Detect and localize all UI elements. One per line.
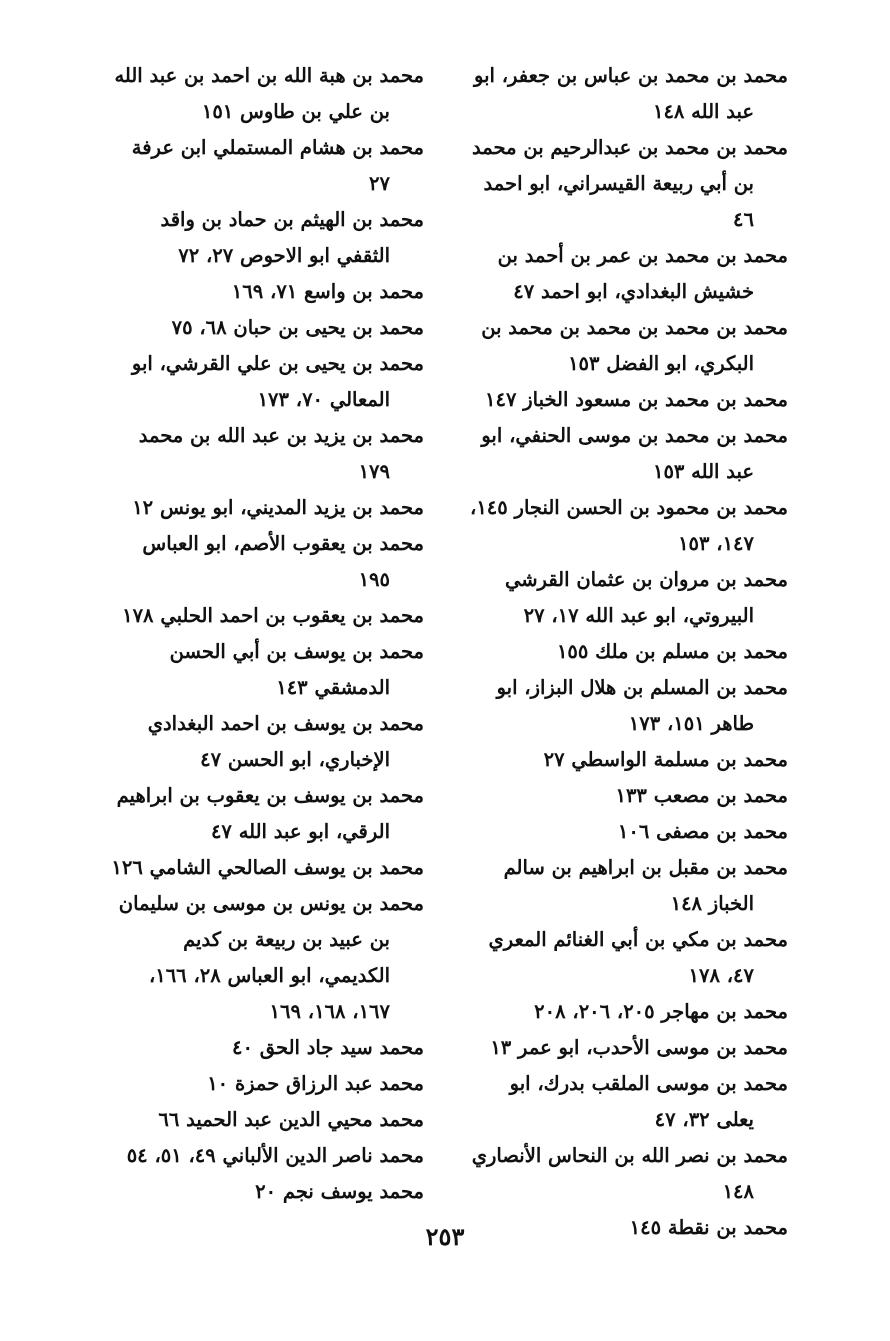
index-entry: محمد بن مسلمة الواسطي ٢٧ <box>543 748 788 771</box>
index-entry: محمد بن مقبل بن ابراهيم بن سالم الخباز ١٤٨ <box>503 856 788 915</box>
index-entry: محمد بن يوسف بن احمد البغدادي الإخباري، ابو الحسن ٤٧ <box>147 712 424 771</box>
index-entry: محمد بن يحيى بن علي القرشي، ابو المعالي ٧٠، ١٧٣ <box>131 352 424 411</box>
index-entry: محمد بن يزيد المديني، ابو يونس ١٢ <box>132 496 424 519</box>
index-entry: محمد بن مهاجر ٢٠٥، ٢٠٦، ٢٠٨ <box>534 1000 788 1023</box>
page-number: ٢٥٣ <box>425 1222 465 1251</box>
index-entry: محمد ناصر الدين الألباني ٤٩، ٥١، ٥٤ <box>126 1144 424 1167</box>
index-entry: محمد بن مروان بن عثمان القرشي البيروتي، ابو عبد الله ١٧، ٢٧ <box>504 568 788 627</box>
index-entry: محمد بن مصعب ١٣٣ <box>615 784 788 807</box>
index-entry: محمد بن واسع ٧١، ١٦٩ <box>231 280 424 303</box>
index-entry: محمد بن الهيثم بن حماد بن واقد الثقفي ابو الاحوص ٢٧، ٧٢ <box>160 208 424 267</box>
index-entry: محمد بن يوسف بن أبي الحسن الدمشقي ١٤٣ <box>169 640 424 699</box>
index-entry: محمد بن موسى الملقب بدرك، ابو يعلى ٣٢، ٤٧ <box>509 1072 788 1131</box>
index-entry: محمد سيد جاد الحق ٤٠ <box>232 1036 424 1059</box>
index-entry: محمد بن محمد بن موسى الحنفي، ابو عبد الله ١٥٣ <box>481 424 788 483</box>
index-entry: محمد بن يزيد بن عبد الله بن محمد ١٧٩ <box>138 424 424 483</box>
index-entry: محمد بن يحيى بن حبان ٦٨، ٧٥ <box>171 316 424 339</box>
index-entry: محمد بن نقطة ١٤٥ <box>629 1216 788 1239</box>
index-entry: محمد بن يونس بن موسى بن سليمان بن عبيد بن ربيعة بن كديم الكديمي، ابو العباس ٢٨، ١٦٦، ١٦٧، ١٦٨، ١٦٩ <box>118 892 424 1023</box>
index-entry: محمد محيي الدين عبد الحميد ٦٦ <box>158 1108 424 1131</box>
index-entry: محمد بن يوسف الصالحي الشامي ١٢٦ <box>111 856 424 879</box>
index-entry: محمد بن موسى الأحدب، ابو عمر ١٣ <box>490 1036 788 1059</box>
index-entry: محمد عبد الرزاق حمزة ١٠ <box>207 1072 424 1095</box>
index-entry: محمد بن محمود بن الحسن النجار ١٤٥، ١٤٧، ١٥٣ <box>470 496 788 555</box>
index-entry: محمد بن مصفى ١٠٦ <box>617 820 788 843</box>
index-entry: محمد بن محمد بن عبدالرحيم بن محمد بن أبي ربيعة القيسراني، ابو احمد ٤٦ <box>472 136 788 231</box>
index-entry: محمد بن يوسف بن يعقوب بن ابراهيم الرقي، ابو عبد الله ٤٧ <box>116 784 424 843</box>
index-column-left <box>108 58 424 1210</box>
index-entry: محمد بن محمد بن مسعود الخباز ١٤٧ <box>485 388 788 411</box>
index-entry: محمد بن يعقوب الأصم، ابو العباس ١٩٥ <box>142 532 424 591</box>
index-entry: محمد بن محمد بن عباس بن جعفر، ابو عبد الله ١٤٨ <box>474 64 788 123</box>
index-entry: محمد بن المسلم بن هلال البزاز، ابو طاهر ١٥١، ١٧٣ <box>496 676 788 735</box>
index-entry: محمد بن هشام المستملي ابن عرفة ٢٧ <box>131 136 424 195</box>
index-entry: محمد بن نصر الله بن النحاس الأنصاري ١٤٨ <box>471 1144 788 1203</box>
index-entry: محمد بن هبة الله بن احمد بن عبد الله بن علي بن طاوس ١٥١ <box>114 64 424 123</box>
index-entry: محمد بن محمد بن محمد بن محمد بن البكري، ابو الفضل ١٥٣ <box>481 316 788 375</box>
index-entry: محمد يوسف نجم ٢٠ <box>255 1180 424 1203</box>
index-entry: محمد بن مسلم بن ملك ١٥٥ <box>556 640 788 663</box>
index-entry: محمد بن مكي بن أبي الغنائم المعري ٤٧، ١٧٨ <box>488 928 788 987</box>
index-column-right <box>470 58 788 1246</box>
index-entry: محمد بن محمد بن عمر بن أحمد بن خشيش البغدادي، ابو احمد ٤٧ <box>497 244 788 303</box>
index-entry: محمد بن يعقوب بن احمد الحلبي ١٧٨ <box>122 604 424 627</box>
